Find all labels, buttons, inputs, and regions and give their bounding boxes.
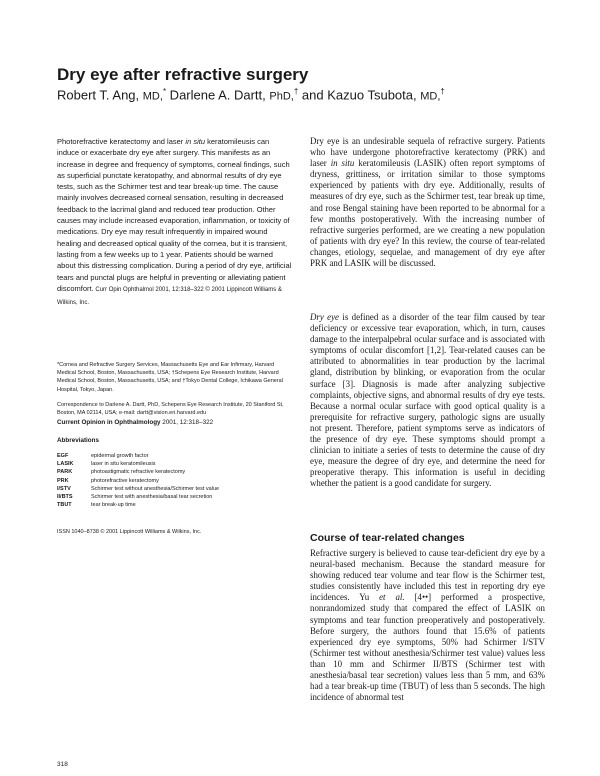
body-text: keratomileusis (LASIK) often report symptoms of dryness, grittiness, or irritation similar to those symptoms experienced by patients with dry eye. Additionally, results of measures of dry eye, such as the Schirmer test, tear break up time, and rose Bengal staining have been reported to be abnormal for a few months postoperatively. With the increasing number of refractive surgeries performed, are we creating a new population of patients with dry eye? In this review, the course of tear-related changes, etiology, sequelae, and management of dry eye after PRK and LASIK will be discussed. <box>310 158 545 269</box>
abbreviation-key: EGF <box>57 453 69 459</box>
abbreviation-key: I/STV <box>57 485 71 492</box>
abbreviation-key: TBUT <box>57 502 72 509</box>
body-italic: et al. <box>379 592 405 603</box>
author-name: Robert T. Ang, <box>57 87 143 103</box>
abbreviation-row <box>57 477 293 485</box>
abstract-text: Photorefractive keratectomy and laser <box>57 137 186 146</box>
affiliation-mark: * <box>162 87 167 96</box>
abbreviation-row <box>57 468 293 476</box>
abbreviation-key: PRK <box>57 477 69 484</box>
abbreviation-key: II/BTS <box>57 494 73 501</box>
affiliation-mark: † <box>440 87 445 96</box>
body-text: Refractive surgery is believed to cause tear-deficient dry eye by a neural-based mechanism. Because the standard measure for showing reduced tear volume and tear flow is the Schirmer test, studies consistently have included this test in reporting dry eye incidences. Yu <box>310 548 545 603</box>
abbreviation-value: tear break-up time <box>91 502 136 509</box>
abbreviation-row <box>57 493 293 501</box>
affiliation-mark: † <box>293 87 299 96</box>
article-title: Dry eye after refractive surgery <box>57 65 309 84</box>
affiliations: *Cornea and Refractive Surgery Services, Massachusetts Eye and Ear Infirmary, Harvard Medical School, Boston, Massachusetts, USA; †Schepens Eye Research Institute, Harvard Medical School, Boston, Massachusetts, USA; and †Tokyo Dental College, Ichikawa General Hospital, Tokyo, Japan. <box>57 362 283 393</box>
abbreviations-table <box>57 452 293 509</box>
abstract-text: keratomileusis can induce or exacerbate dry eye after surgery. This manifests as an increase in degree and frequency of symptoms, corneal findings, such as superficial punctate keratopathy, and abnormal results of dry eye tests, such as the Schirmer test and tear break-up time. The cause mainly involves decreased corneal sensation, resulting in decreased feedback to the lacrimal gland and reduced tear production. Other causes may include increased evaporation, inflammation, or toxicity of medications. Dry eye may result infrequently in impaired wound healing and decreased optical quality of the cornea, but it is transient, lasting from a few weeks up to 1 year. Patients should be warned about this distressing complication. During a period of dry eye, artificial tears and punctal plugs are helpful in preventing or alleviating patient discomfort. <box>57 137 292 293</box>
abstract <box>57 136 293 309</box>
author-name: and Kazuo Tsubota, <box>298 87 421 103</box>
abstract-citation: Curr Opin Ophthalmol 2001, 12:318–322 © 2001 Lippincott Williams & Wilkins, Inc. <box>57 286 282 307</box>
abbreviation-row <box>57 501 293 509</box>
author-degree: MD, <box>142 90 163 103</box>
abstract-italic: in situ <box>185 137 205 146</box>
correspondence: Correspondence to Darlene A. Dartt, PhD, Schepens Eye Research Institute, 20 Staniford St, Boston, MA 02114, USA; e-mail: dartt@vision.eri.harvard.edu <box>57 401 284 417</box>
page-number: 318 <box>57 761 68 768</box>
body-italic: Dry eye <box>310 312 339 322</box>
author-name: Darlene A. Dartt, <box>166 87 270 103</box>
abbreviations-heading: Abbreviations <box>57 437 99 444</box>
abbreviation-row <box>57 485 293 493</box>
abbreviation-value: Schirmer test without anesthesia/Schirmer test value <box>91 485 220 492</box>
author-degree: PhD, <box>269 90 294 103</box>
abbreviation-value: Schirmer test with anesthesia/basal tear secretion <box>91 494 213 501</box>
section-heading: Course of tear-related changes <box>310 532 465 544</box>
author-degree: MD, <box>420 90 441 103</box>
body-paragraph <box>310 548 545 703</box>
author-line <box>57 83 445 105</box>
abbreviation-key: LASIK <box>57 461 74 468</box>
affiliations-block <box>57 361 293 417</box>
abbreviation-row <box>57 452 293 460</box>
body-text: [4••] performed a prospective, nonrandomized study that compared the effect of LASIK on symptoms and tear function preoperatively and postoperatively. Before surgery, the authors found that 15.6% of patients experienced dry eye symptoms, 50% had Schirmer I/STV (Schirmer test without anesthesia/Schirmer test value) values less than 10 mm and Schirmer II/BTS (Schirmer test with anesthesia/basal tear secretion) values less than 5 mm, and 63% had a tear break-up time (TBUT) of less than 5 seconds. The high incidence of abnormal test <box>310 592 545 703</box>
issn-line: ISSN 1040–8738 © 2001 Lippincott Williams & Wilkins, Inc. <box>57 529 202 535</box>
journal-citation <box>57 418 293 427</box>
body-text: is defined as a disorder of the tear film caused by tear deficiency or excessive tear evaporation, which, in turn, causes damage to the interpalpebral ocular surface and is associated with symptoms of ocular discomfort [1,2]. Tear-related causes can be attributed to abnormalities in tear production by the lacrimal gland, distribution by blinking, or evaporation from the ocular surface [3]. Diagnosis is made after analyzing subjective complaints, objective signs, and abnormal results of dry eye tests. Because a normal ocular surface with good optical quality is a prerequisite for refractive surgery, pathologic signs are usually not present. Therefore, patient symptoms serve as indicators of the presence of dry eye. These symptoms should prompt a clinician to initiate a series of tests to determine the cause of dry eye, measure the degree of dry eye, and determine the need for preoperative therapy. This information is useful in deciding whether the patient is a good candidate for surgery. <box>310 312 546 489</box>
body-italic: in situ <box>330 158 355 169</box>
journal-name: Current Opinion in Ophthalmology <box>57 419 161 426</box>
abbreviation-row <box>57 460 293 468</box>
abbreviation-value: laser in situ keratomileusis <box>91 461 156 468</box>
body-paragraph <box>310 312 545 490</box>
abbreviation-value: epidermal growth factor <box>91 453 149 459</box>
abbreviation-value: photoastigmatic refractive keratectomy <box>91 469 186 476</box>
journal-volume: 2001, 12:318–322 <box>160 419 214 426</box>
abbreviation-key: PARK <box>57 469 73 476</box>
body-paragraph <box>310 136 545 269</box>
abbreviation-value: photorefractive keratectomy <box>91 477 159 484</box>
body-text: Dry eye is an undesirable sequela of refractive surgery. Patients who have undergone photorefractive keratectomy (PRK) and laser <box>310 136 545 169</box>
